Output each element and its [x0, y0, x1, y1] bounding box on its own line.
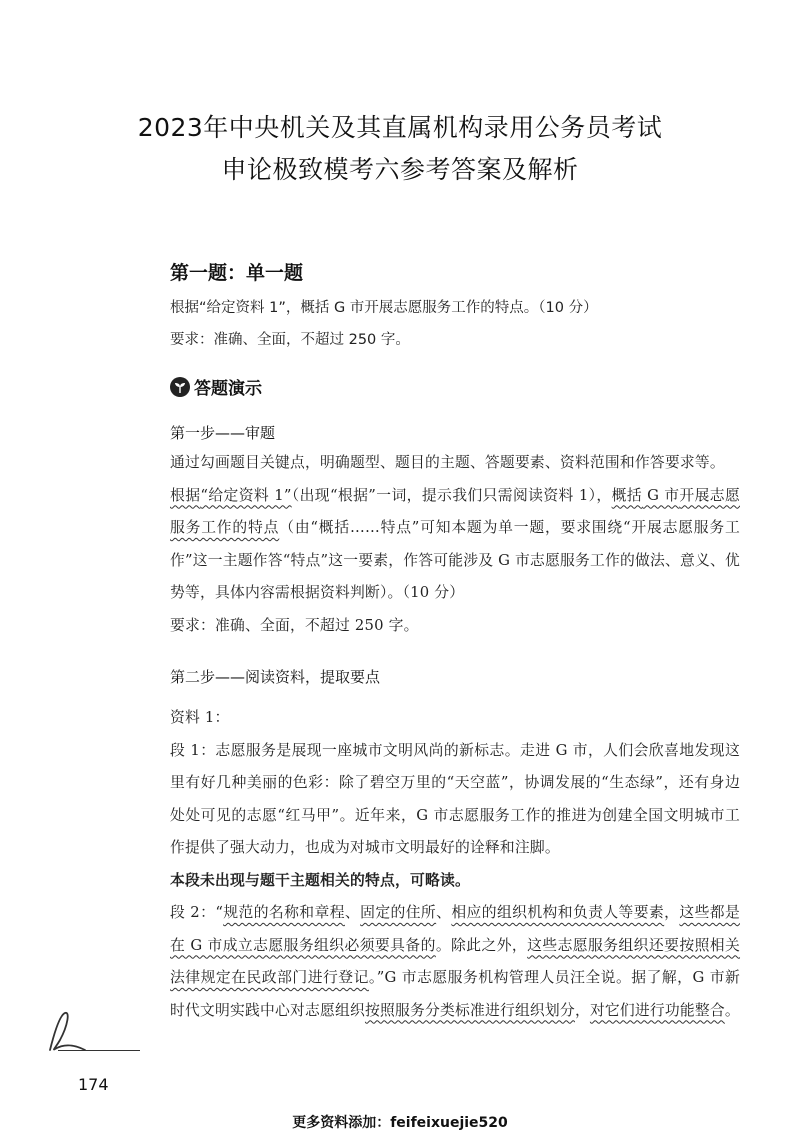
question-heading: 第一题：单一题 — [170, 262, 304, 284]
keyword-genju: 根据 — [170, 486, 201, 504]
material-label: 资料 1： — [170, 709, 230, 726]
question-requirement: 要求：准确、全面，不超过 250 字。 — [170, 332, 410, 348]
analysis-note-1: （出现“根据”一词，提示我们只需阅读资料 1）， — [291, 486, 612, 504]
document-title-line-2: 申论极致模考六参考答案及解析 — [221, 155, 579, 184]
point-required: 这些都是在 G 市成立志愿服务组织必须要具备的 — [170, 904, 740, 954]
keyword-g-city: G 市 — [642, 486, 680, 504]
page-number: 174 — [78, 1075, 109, 1094]
point-integration: 对它们进行功能整合 — [589, 1001, 725, 1019]
footer-note: 更多资料添加：feifeixuejie520 — [292, 1115, 508, 1131]
step-1-intro: 通过勾画题目关键点，明确题型、题目的主题、答题要素、资料范围和作答要求等。 — [170, 454, 725, 471]
analysis-note-2: （由“概括……特点”可知本题为单一题，要求围绕“开展志愿服务工作”这一主题作答“特点”这一要素，作答可能涉及 G 市志愿服务工作的做法、意义、优势等，具体内容需根据资料判断）。（10 分） — [170, 519, 741, 601]
document-title-line-1: 2023年中央机关及其直属机构录用公务员考试 — [137, 113, 663, 142]
section-answer-demo — [170, 374, 262, 399]
step-2-body — [170, 702, 740, 1027]
p2-end: 。 — [724, 1001, 740, 1019]
p2-prefix: 段 2：“ — [170, 904, 224, 921]
p2-sep-3: ， — [664, 904, 680, 921]
step-1-analysis — [170, 480, 740, 610]
material-paragraph-2 — [170, 897, 740, 1027]
keyword-gaikuo: 概括 — [611, 486, 643, 504]
point-name-charter: 规范的名称和章程 — [223, 904, 345, 921]
point-classification: 按照服务分类标准进行组织划分 — [364, 1001, 575, 1019]
reading-note: 本段未出现与题干主题相关的特点，可略读。 — [170, 871, 470, 889]
p2-sep-2: 、 — [436, 904, 452, 921]
step-1-title: 第一步——审题 — [170, 424, 276, 442]
point-fixed-address: 固定的住所 — [360, 904, 437, 921]
p2-middle: 。”G 市志愿服务机构管理人员汪全说。据了解，G 市新时代文明实践中心对志愿组织 — [170, 969, 740, 1019]
sprout-icon — [170, 377, 190, 397]
handwritten-mark — [30, 1005, 140, 1060]
keyword-theme: 开展志愿服务工作的特点 — [170, 486, 740, 536]
step-2-title: 第二步——阅读资料，提取要点 — [170, 668, 381, 686]
keyword-material-1: “给定资料 1” — [200, 486, 292, 504]
step-1-requirement: 要求：准确、全面，不超过 250 字。 — [170, 616, 419, 634]
question-prompt: 根据“给定资料 1”，概括 G 市开展志愿服务工作的特点。（10 分） — [170, 300, 598, 316]
signature-line — [58, 1050, 140, 1051]
step-1-body — [170, 447, 740, 642]
material-paragraph-1: 段 1：志愿服务是展现一座城市文明风尚的新标志。走进 G 市，人们会欣喜地发现这里有好几种美丽的色彩：除了碧空万里的“天空蓝”，协调发展的“生态绿”，还有身边处处可见的志愿“红马甲”。近年来，G 市志愿服务工作的推进为创建全国文明城市工作提供了强大动力，也成为对城市文明最好的诠释和注脚。 — [170, 741, 740, 856]
point-registration: 这些志愿服务组织还要按照相关法律规定在民政部门进行登记 — [170, 936, 741, 986]
p2-sep-5: ， — [574, 1001, 590, 1019]
point-organization: 相应的组织机构和负责人等要素 — [451, 904, 665, 921]
p2-sep-1: 、 — [344, 904, 361, 921]
p2-sep-4: 。除此之外， — [435, 936, 528, 954]
section-title: 答题演示 — [194, 379, 262, 399]
